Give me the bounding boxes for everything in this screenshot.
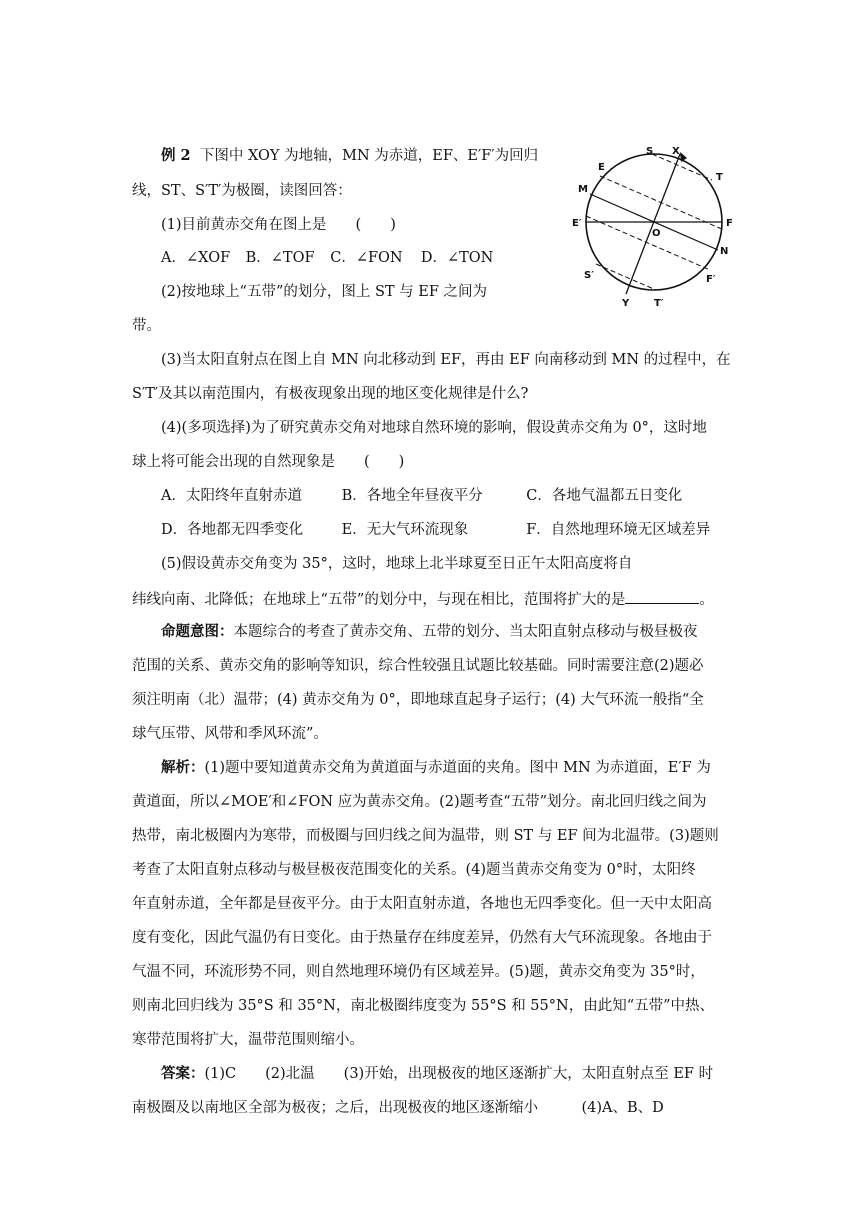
question-part-3a: (3)当太阳直射点在图上自 MN 向北移动到 EF，再由 EF 向南移动到 MN 的过程中，在 bbox=[161, 352, 731, 368]
analysis-line-9: 寒带范围将扩大，温带范围则缩小。 bbox=[132, 1032, 364, 1048]
option-4e: E．无大气环流现象 bbox=[341, 522, 469, 538]
earth-axis-xoy bbox=[626, 154, 680, 294]
analysis-label: 解析： bbox=[161, 759, 205, 776]
label-s: S bbox=[646, 146, 654, 157]
option-a: A．∠XOF bbox=[161, 250, 231, 266]
answer-text-1: (1)C (2)北温 (3)开始，出现极夜的地区逐渐扩大，太阳直射点至 EF 时 bbox=[204, 1066, 714, 1082]
question-part-5b bbox=[132, 588, 714, 610]
intent-line-3: 须注明南（北）温带；(4) 黄赤交角为 0°，即地球直起身子运行；(4) 大气环流一般指“全 bbox=[132, 692, 704, 708]
intent-label: 命题意图： bbox=[161, 623, 234, 640]
label-f: F bbox=[726, 218, 733, 229]
intent-line-2: 范围的关系、黄赤交角的影响等知识，综合性较强且试题比较基础。同时需要注意(2)题必 bbox=[132, 658, 704, 674]
analysis-line-6: 度有变化，因此气温仍有日变化。由于热量存在纬度差异，仍然有大气环流现象。各地由于 bbox=[132, 930, 712, 946]
question-intro-1 bbox=[161, 146, 538, 166]
answer-line-1 bbox=[161, 1064, 713, 1084]
question-intro-2: 线，ST、S′T′为极圈，读图回答： bbox=[132, 183, 352, 199]
analysis-line-7: 气温不同，环流形势不同，则自然地理环境仍有区域差异。(5)题，黄赤交角变为 35°时， bbox=[132, 964, 705, 980]
label-s-prime: S′ bbox=[584, 270, 594, 281]
option-4f: F．自然地理环境无区域差异 bbox=[526, 522, 711, 538]
analysis-line-5: 年直射赤道，全年都是昼夜平分。由于太阳直射赤道，各地也无四季变化。但一天中太阳高 bbox=[132, 896, 712, 912]
question-part-3b: S′T′及其以南范围内，有极夜现象出现的地区变化规律是什么? bbox=[132, 386, 529, 402]
analysis-text-1: (1)题中要知道黄赤交角为黄道面与赤道面的夹角。图中 MN 为赤道面，E′F 为 bbox=[204, 760, 711, 776]
option-b: B．∠TOF bbox=[245, 250, 315, 266]
answer-label: 答案： bbox=[161, 1065, 205, 1082]
label-y: Y bbox=[622, 298, 630, 309]
question-part-4b: 球上将可能会出现的自然现象是 ( ) bbox=[132, 454, 405, 470]
intent-line-1 bbox=[161, 622, 698, 642]
option-4a: A．太阳终年直射赤道 bbox=[161, 488, 302, 504]
option-d: D．∠TON bbox=[420, 250, 494, 266]
question-part-1: (1)目前黄赤交角在图上是 ( ) bbox=[161, 217, 396, 233]
label-x: X bbox=[672, 146, 680, 157]
question-intro-text: 下图中 XOY 为地轴，MN 为赤道，EF、E′F′为回归 bbox=[199, 148, 539, 164]
label-m: M bbox=[578, 184, 588, 195]
question-label: 例 2 bbox=[161, 147, 191, 164]
question-part-4-options-1 bbox=[161, 486, 682, 506]
question-part-5b-text: 纬线向南、北降低；在地球上“五带”的划分中，与现在相比，范围将扩大的是 bbox=[132, 592, 626, 608]
intent-text-1: 本题综合的考查了黄赤交角、五带的划分、当太阳直射点移动与极昼极夜 bbox=[233, 624, 698, 640]
question-part-4a: (4)(多项选择)为了研究黄赤交角对地球自然环境的影响，假设黄赤交角为 0°，这时地 bbox=[161, 420, 707, 436]
question-part-5c: 。 bbox=[699, 592, 714, 608]
question-part-4-options-2 bbox=[161, 520, 710, 540]
label-t: T bbox=[716, 172, 723, 183]
question-part-1-options bbox=[161, 248, 493, 268]
analysis-line-8: 则南北回归线为 35°S 和 35°N，南北极圈纬度变为 55°S 和 55°N，由此知“五带”中热、 bbox=[132, 998, 715, 1014]
label-e-prime: E′ bbox=[572, 218, 582, 229]
earth-diagram bbox=[568, 142, 748, 312]
question-part-5a: (5)假设黄赤交角变为 35°，这时，地球上北半球夏至日正午太阳高度将自 bbox=[161, 556, 633, 572]
intent-line-4: 球气压带、风带和季风环流”。 bbox=[132, 726, 328, 742]
label-f-prime: F′ bbox=[706, 274, 716, 285]
option-4b: B．各地全年昼夜平分 bbox=[341, 488, 483, 504]
analysis-line-3: 热带，南北极圈内为寒带，而极圈与回归线之间为温带，则 ST 与 EF 间为北温带。(3)题则 bbox=[132, 828, 719, 844]
analysis-line-4: 考查了太阳直射点移动与极昼极夜范围变化的关系。(4)题当黄赤交角变为 0°时，太阳终 bbox=[132, 862, 696, 878]
option-4c: C．各地气温都五日变化 bbox=[526, 488, 683, 504]
option-c: C．∠FON bbox=[330, 250, 403, 266]
option-4d: D．各地都无四季变化 bbox=[161, 522, 304, 538]
question-part-2a: (2)按地球上“五带”的划分，图上 ST 与 EF 之间为 bbox=[161, 284, 488, 300]
antarctic-circle bbox=[596, 264, 656, 290]
label-n: N bbox=[720, 246, 729, 257]
analysis-line-1 bbox=[161, 758, 711, 778]
analysis-line-2: 黄道面，所以∠MOE′和∠FON 应为黄赤交角。(2)题考查“五带”划分。南北回归线之间为 bbox=[132, 794, 707, 810]
question-part-2b: 带。 bbox=[132, 318, 161, 334]
answer-blank bbox=[625, 588, 699, 604]
label-e: E bbox=[598, 162, 605, 173]
label-o: O bbox=[652, 228, 661, 239]
answer-line-2: 南极圈及以南地区全部为极夜；之后，出现极夜的地区逐渐缩小 (4)A、B、D bbox=[132, 1100, 664, 1116]
tropic-south bbox=[586, 216, 710, 270]
label-t-prime: T′ bbox=[654, 298, 664, 309]
